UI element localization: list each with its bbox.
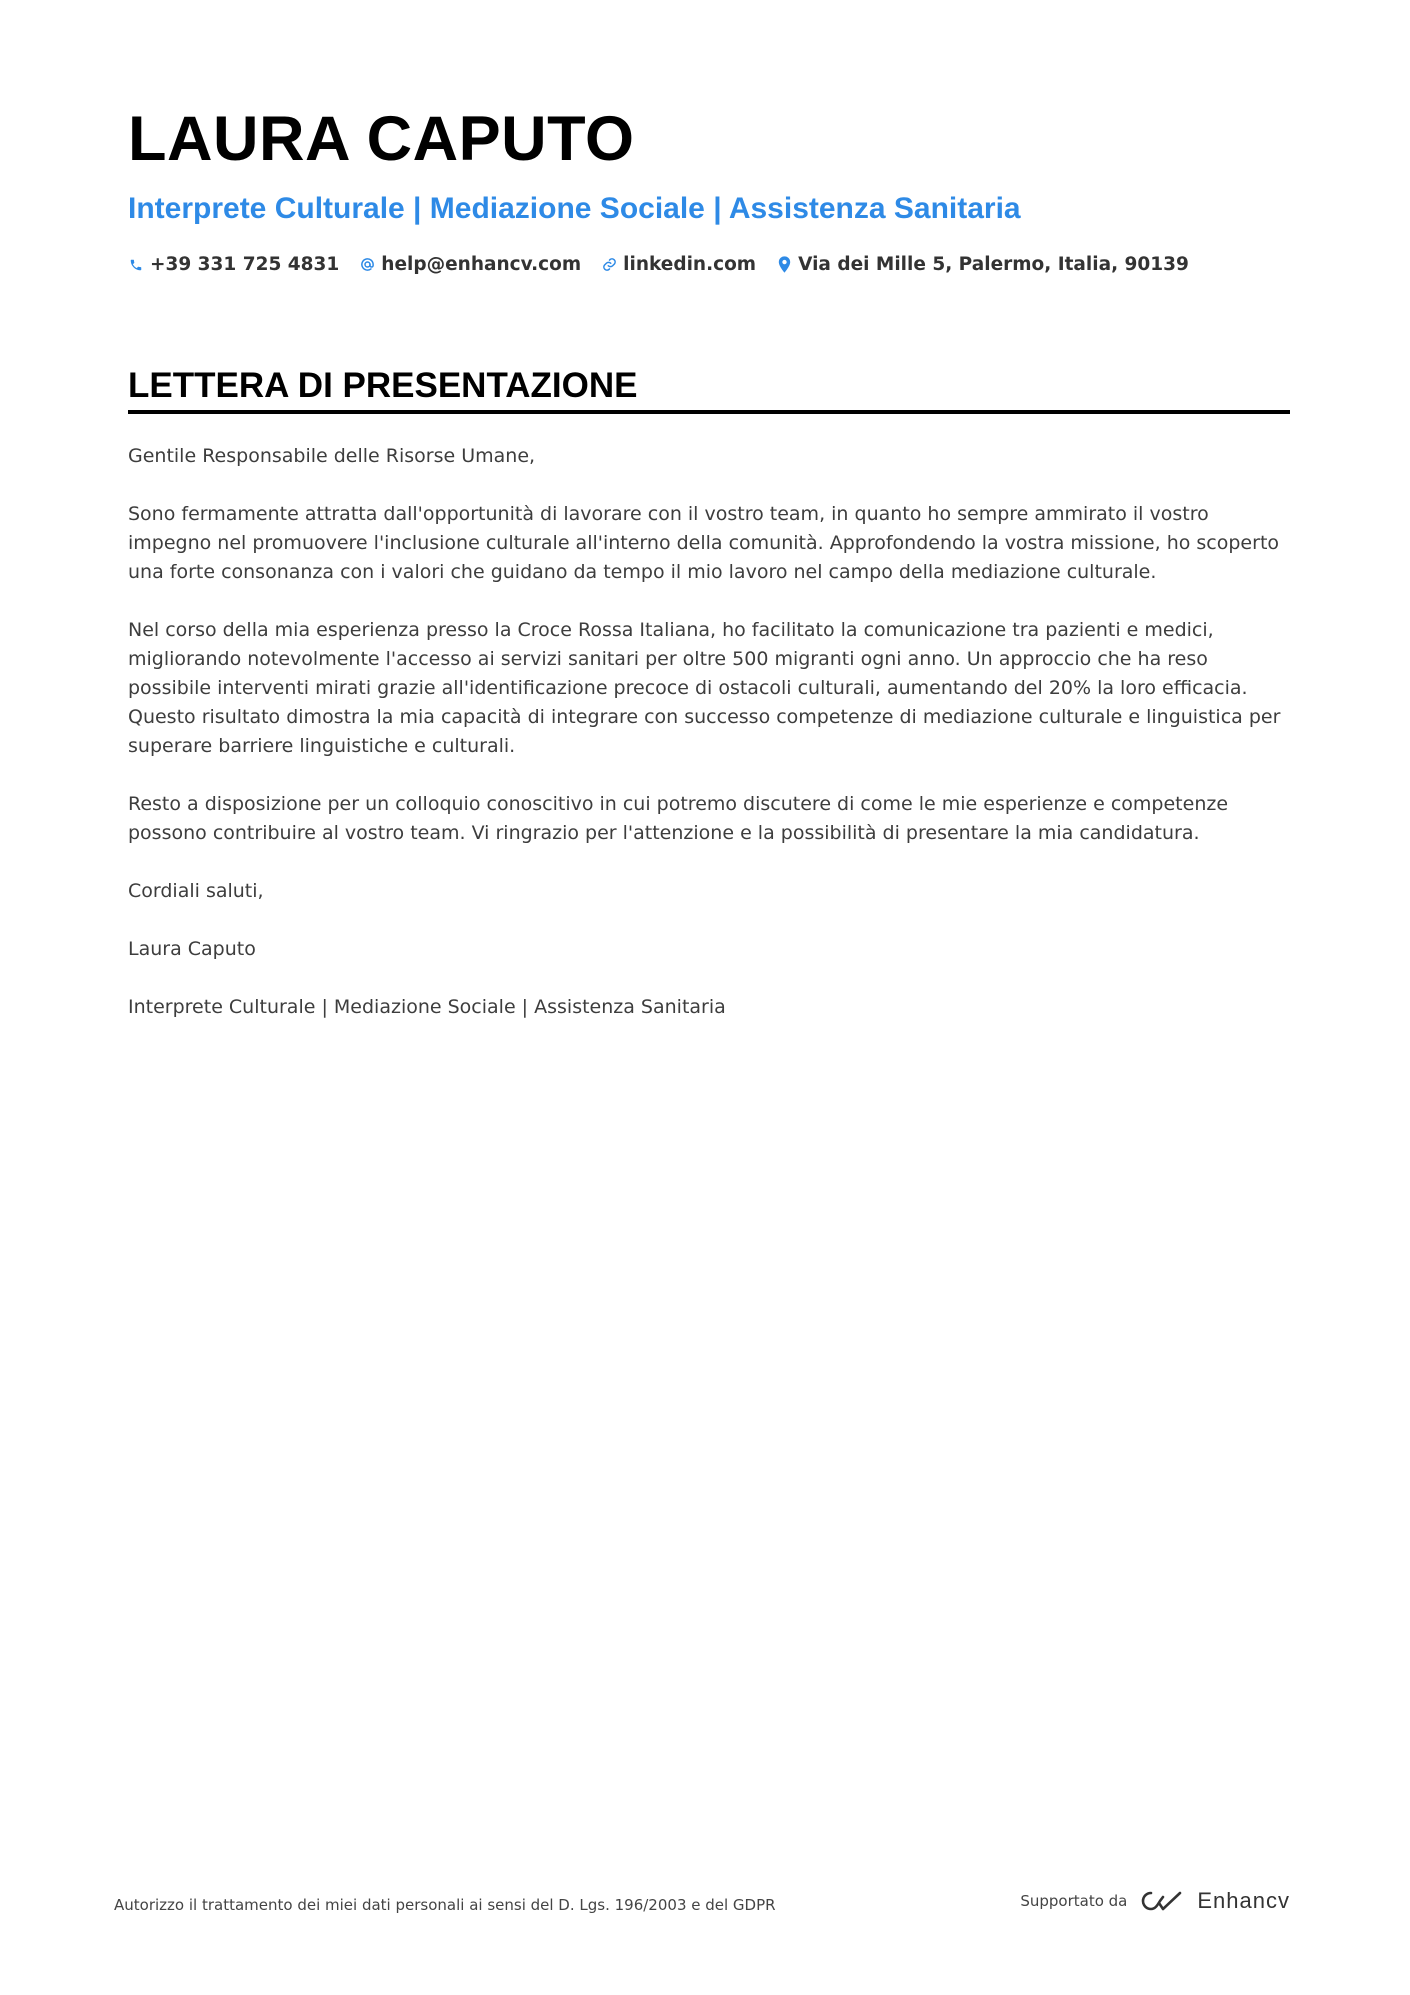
letter-paragraph-1: Sono fermamente attratta dall'opportunità di lavorare con il vostro team, in quanto ho sempre ammirato il vostro impegno nel promuovere l'inclusione culturale all'interno della comunità. Approfondendo la vostra missione, ho scoperto una forte consonanza con i valori che guidano da tempo il mio lavoro nel campo della mediazione culturale.	[128, 503, 1280, 583]
email-text: help@enhancv.com	[381, 254, 582, 275]
contact-linkedin[interactable]	[601, 254, 756, 275]
phone-icon	[128, 256, 144, 274]
letter-greeting: Gentile Responsabile delle Risorse Umane,	[128, 445, 536, 467]
brand-name: Enhancv	[1197, 1888, 1290, 1913]
letter-closing: Cordiali saluti,	[128, 880, 264, 902]
phone-text: +39 331 725 4831	[150, 254, 340, 275]
letter-paragraph-2: Nel corso della mia esperienza presso la Croce Rossa Italiana, ho facilitato la comunicazione tra pazienti e medici, migliorando notevolmente l'accesso ai servizi sanitari per oltre 500 migranti ogni anno. Un approccio che ha reso possibile interventi mirati grazie all'identificazione precoce di ostacoli culturali, aumentando del 20% la loro efficacia. Questo risultato dimostra la mia capacità di integrare con successo competenze di mediazione culturale e linguistica per superare barriere linguistiche e culturali.	[128, 619, 1281, 757]
at-sign-icon	[359, 256, 375, 274]
candidate-headline: Interprete Culturale | Mediazione Sociale | Assistenza Sanitaria	[128, 192, 1021, 225]
link-icon	[601, 256, 617, 274]
privacy-consent: Autorizzo il trattamento dei miei dati personali ai sensi del D. Lgs. 196/2003 e del GDPR	[114, 1896, 776, 1914]
contact-phone[interactable]	[128, 254, 339, 275]
section-divider	[128, 410, 1290, 414]
brand-link[interactable]	[1139, 1888, 1290, 1914]
signature-title: Interprete Culturale | Mediazione Sociale | Assistenza Sanitaria	[128, 996, 726, 1018]
address-text: Via dei Mille 5, Palermo, Italia, 90139	[798, 254, 1189, 275]
powered-by	[1020, 1888, 1290, 1914]
letter-body	[128, 442, 1290, 1051]
signature-name: Laura Caputo	[128, 938, 256, 960]
contact-bar	[128, 254, 1209, 275]
enhancv-logo-icon	[1139, 1889, 1185, 1913]
powered-by-label: Supportato da	[1020, 1892, 1128, 1910]
contact-email[interactable]	[359, 254, 581, 275]
candidate-name: LAURA CAPUTO	[128, 104, 635, 174]
letter-paragraph-3: Resto a disposizione per un colloquio conoscitivo in cui potremo discutere di come le mie esperienze e competenze possono contribuire al vostro team. Vi ringrazio per l'attenzione e la possibilità di presentare la mia candidatura.	[128, 793, 1229, 844]
map-pin-icon	[776, 256, 792, 274]
contact-address	[776, 254, 1189, 275]
linkedin-text: linkedin.com	[623, 254, 757, 275]
section-title: LETTERA DI PRESENTAZIONE	[128, 366, 638, 405]
